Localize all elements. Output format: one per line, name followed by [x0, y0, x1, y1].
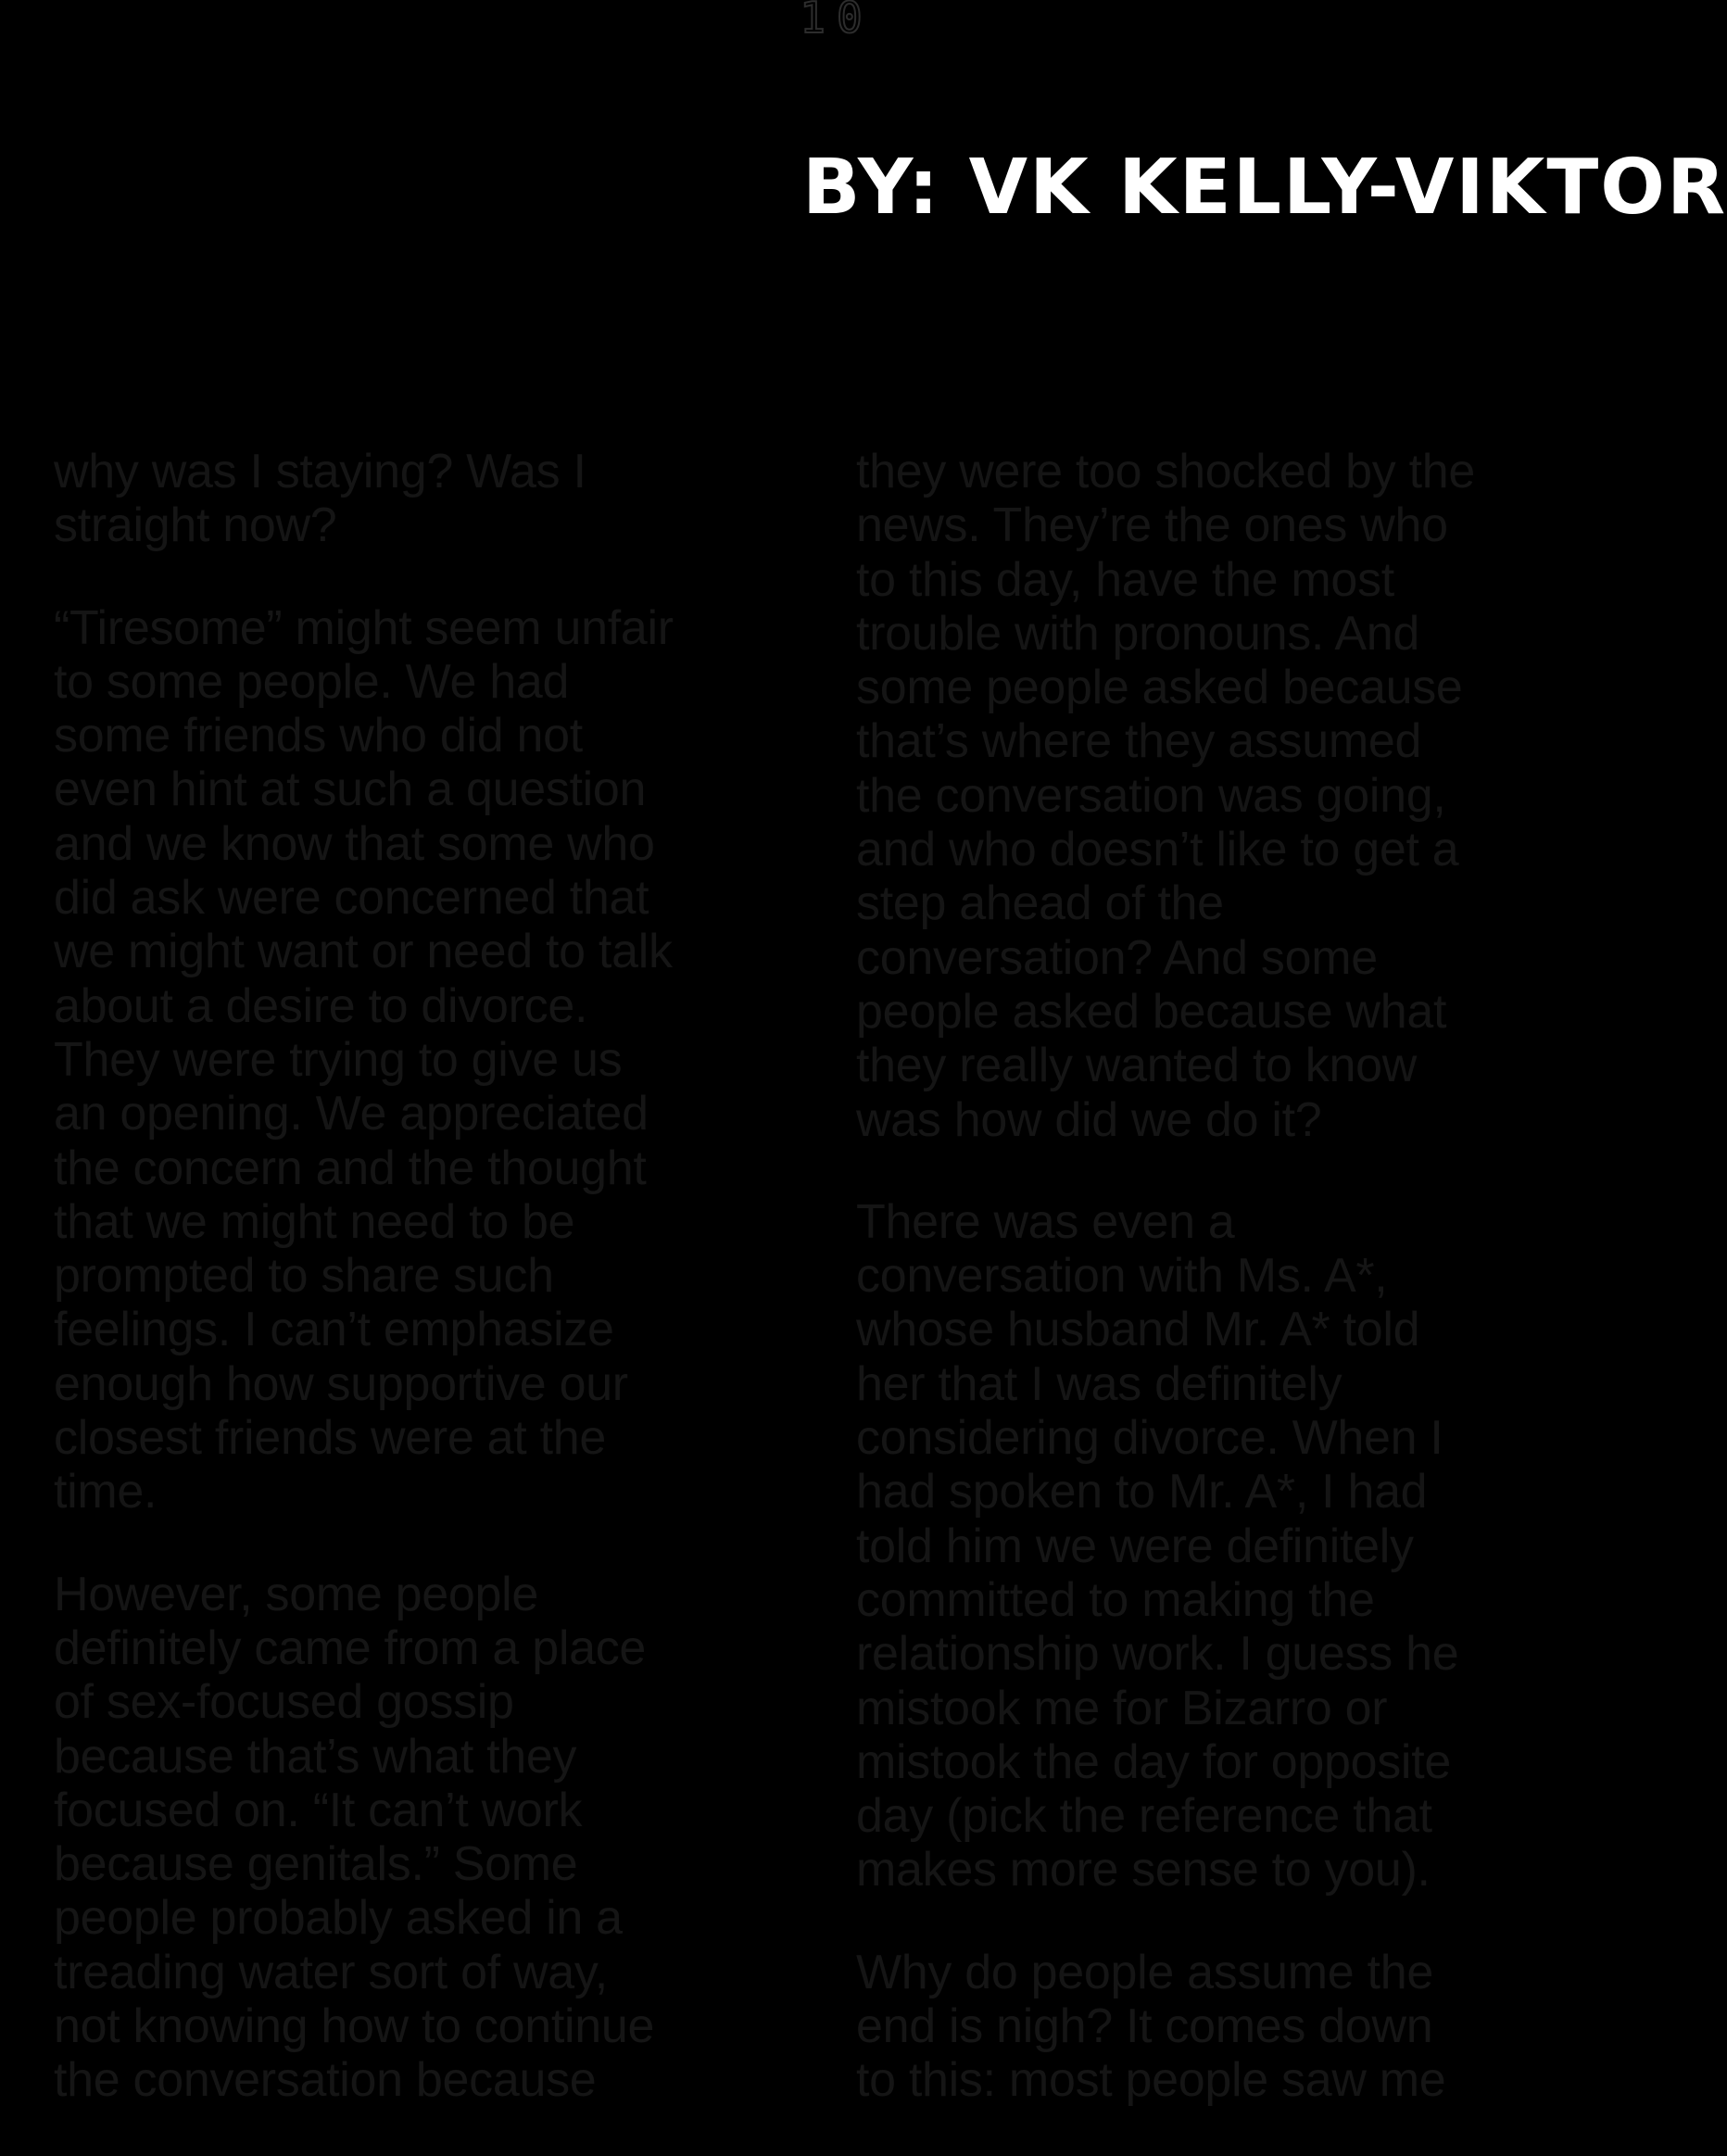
paragraph: There was even a conversation with Ms. A*, whose husband Mr. A* told her that I was definitely considering divorce. When I had spoken to Mr. A*, I had told him we were definitely committed to making the relationship work. I guess he mistook me for Bizarro or mistook the day for opposite day (pick the reference that makes more sense to you). [856, 1194, 1459, 1898]
paragraph: “Tiresome” might seem unfair to some people. We had some friends who did not even hint at such a question and we know that some who did ask were concerned that we might want or need to talk about a desire to divorce. They were trying to give us an opening. We appreciated the concern and the thought that we might need to be prompted to share such feelings. I can’t emphasize enough how supportive our closest friends were at the time. [54, 600, 674, 1519]
left-column [54, 445, 795, 2156]
right-column [856, 445, 1597, 2156]
page-number: 10 [800, 0, 874, 43]
paragraph: Why do people assume the end is nigh? It comes down to this: most people saw me [856, 1945, 1446, 2108]
paragraph: why was I staying? Was I straight now? [54, 445, 586, 553]
paragraph: However, some people definitely came from a place of sex-focused gossip because that’s what they focused on. “It can’t work because genitals.” Some people probably asked in a treading water sort of way, not knowing how to continue the conversation because [54, 1567, 655, 2108]
author-byline: BY: VK KELLY-VIKTOR [802, 144, 1727, 232]
paragraph: they were too shocked by the news. They’re the ones who to this day, have the most trouble with pronouns. And some people asked because that’s where they assumed the conversation was going, and who doesn’t like to get a step ahead of the conversation? And some people asked because what they really wanted to know was how did we do it? [856, 445, 1476, 1147]
